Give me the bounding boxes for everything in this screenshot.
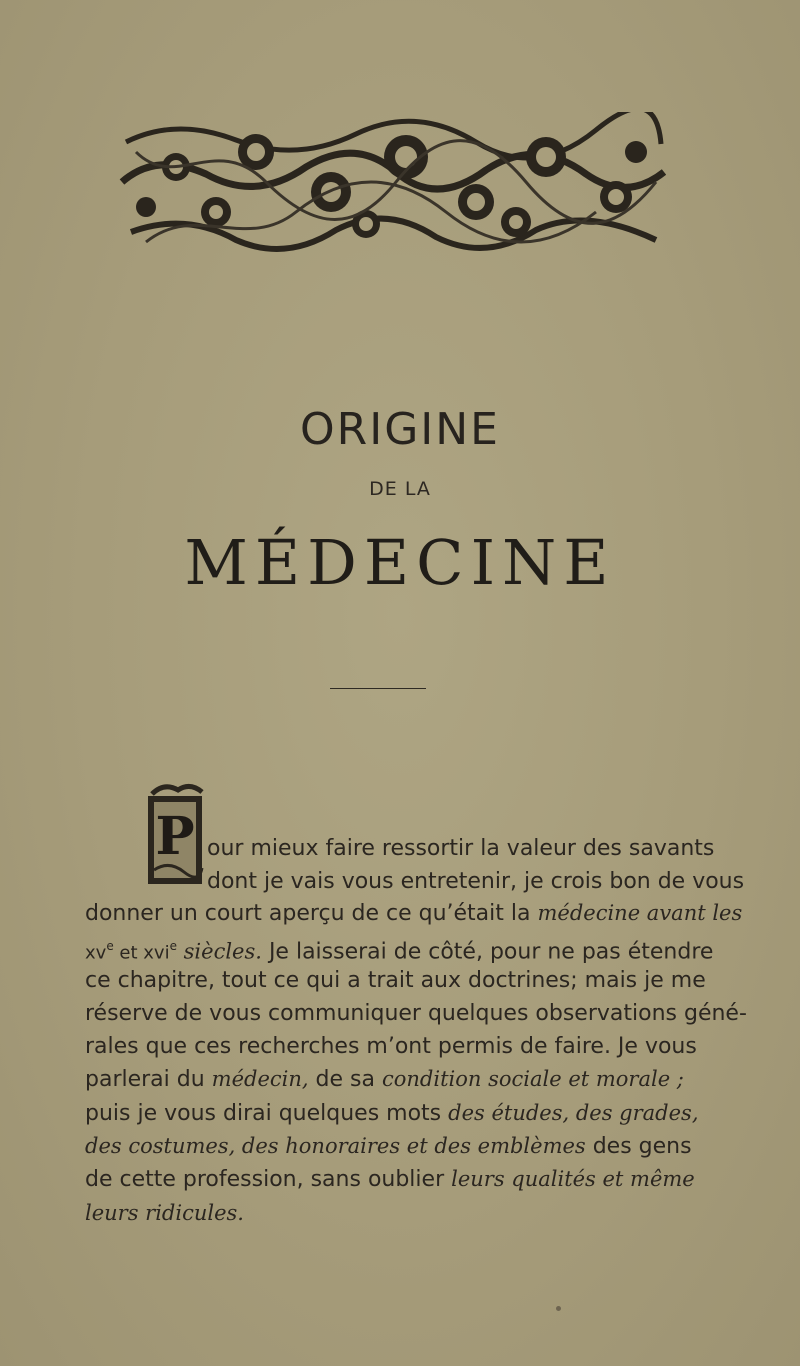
title-origine: ORIGINE (300, 404, 500, 455)
text-line-7: rales que ces recherches m’ont permis de faire. Je vous (85, 1034, 697, 1060)
italic-segment: médecine avant les (537, 901, 743, 925)
text-segment: Je laisserai de côté, pour ne pas étendre (261, 939, 714, 965)
text-line-2: dont je vais vous entretenir, je crois bon de vous (207, 869, 745, 895)
text-line-3 (85, 897, 743, 930)
text-line-1: our mieux faire ressortir la valeur des savants (207, 836, 715, 861)
text-line-11 (85, 1163, 710, 1196)
text-segment: de cette profession, sans oublier (85, 1167, 452, 1193)
text-line-10 (85, 1130, 710, 1163)
text-line-12 (85, 1197, 710, 1230)
text-line-5: ce chapitre, tout ce qui a trait aux doctrines; mais je me (85, 967, 706, 993)
text-segment: des gens (585, 1134, 692, 1160)
title-medecine: MÉDECINE (184, 526, 616, 599)
superscript: e (169, 939, 177, 954)
text-line-9 (85, 1097, 710, 1130)
intro-lines (207, 832, 745, 899)
italic-segment: des études, des grades, (448, 1100, 699, 1125)
text-line-4 (85, 930, 714, 965)
italic-segment: siècles. (176, 939, 262, 964)
text-segment: parlerai du (85, 1067, 212, 1093)
dropcap-letter: P (155, 806, 195, 867)
body-paragraph (85, 897, 747, 1230)
italic-segment: condition sociale et morale ; (382, 1067, 684, 1092)
text-line-8 (85, 1063, 710, 1096)
italic-segment: leurs ridicules. (85, 1200, 244, 1225)
ink-speck (556, 1306, 561, 1311)
italic-segment: des costumes, des honoraires et des emblèmes (85, 1134, 586, 1159)
text-segment: de sa (308, 1067, 382, 1093)
dropcap-p-illustration (144, 780, 206, 888)
text-segment: puis je vous dirai quelques mots (85, 1100, 449, 1126)
superscript: e (106, 939, 114, 954)
text-segment: xv (85, 942, 107, 964)
italic-segment: leurs qualités et même (451, 1167, 695, 1192)
ornamental-headpiece (116, 112, 666, 260)
text-line-6: réserve de vous communiquer quelques observations géné- (85, 1000, 747, 1026)
title-rule (330, 688, 426, 689)
text-segment: et xvi (113, 942, 170, 964)
text-segment: donner un court aperçu de ce qu’était la (85, 901, 538, 926)
italic-segment: médecin, (211, 1067, 309, 1092)
title-de-la: DE LA (369, 478, 431, 500)
